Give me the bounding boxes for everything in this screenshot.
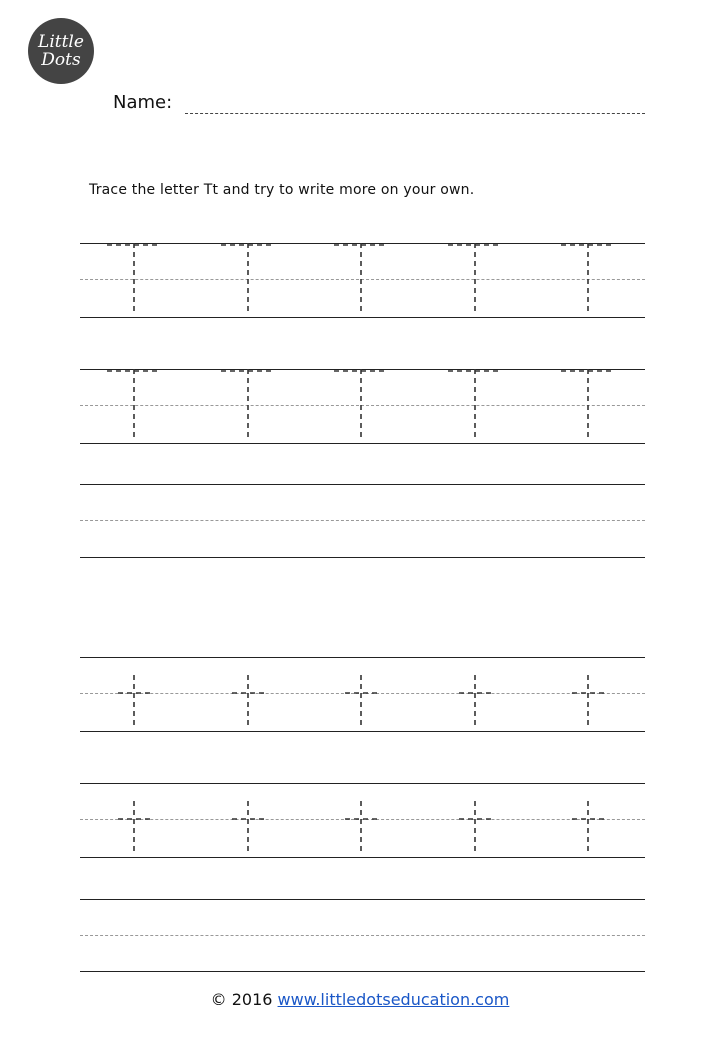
mid-dashed-line [80, 935, 645, 936]
tracing-letter-lowercase-t [218, 796, 278, 860]
tracing-letter-uppercase-t [218, 364, 278, 444]
tracing-letter-uppercase-t [104, 238, 164, 318]
tracing-letter-uppercase-t [445, 364, 505, 444]
top-line [80, 657, 645, 658]
tracing-letter-lowercase-t [331, 796, 391, 860]
tracing-letter-uppercase-t [558, 238, 618, 318]
tracing-letter-uppercase-t [331, 364, 391, 444]
tracing-letter-uppercase-t [558, 364, 618, 444]
name-writing-line[interactable] [185, 113, 645, 114]
top-line [80, 783, 645, 784]
tracing-letter-lowercase-t [445, 796, 505, 860]
instruction-text: Trace the letter Tt and try to write more on your own. [89, 182, 475, 198]
tracing-letter-uppercase-t [218, 238, 278, 318]
tracing-letter-lowercase-t [218, 670, 278, 734]
mid-dashed-line [80, 520, 645, 521]
tracing-letter-lowercase-t [558, 796, 618, 860]
logo-text-line1: Little [38, 32, 84, 52]
copyright-text: © 2016 [210, 990, 273, 1009]
name-field[interactable] [113, 92, 645, 120]
website-link[interactable]: www.littledotseducation.com [277, 990, 510, 1009]
tracing-letter-lowercase-t [104, 670, 164, 734]
tracing-letter-lowercase-t [445, 670, 505, 734]
tracing-letter-uppercase-t [445, 238, 505, 318]
footer [0, 990, 720, 1009]
tracing-letter-lowercase-t [331, 670, 391, 734]
tracing-letter-uppercase-t [331, 238, 391, 318]
name-label: Name: [113, 92, 173, 113]
little-dots-logo [28, 18, 94, 84]
tracing-letter-uppercase-t [104, 364, 164, 444]
logo-text-line2: Dots [41, 50, 81, 70]
top-line [80, 484, 645, 485]
tracing-letter-lowercase-t [558, 670, 618, 734]
base-line [80, 971, 645, 972]
base-line [80, 557, 645, 558]
tracing-letter-lowercase-t [104, 796, 164, 860]
top-line [80, 899, 645, 900]
